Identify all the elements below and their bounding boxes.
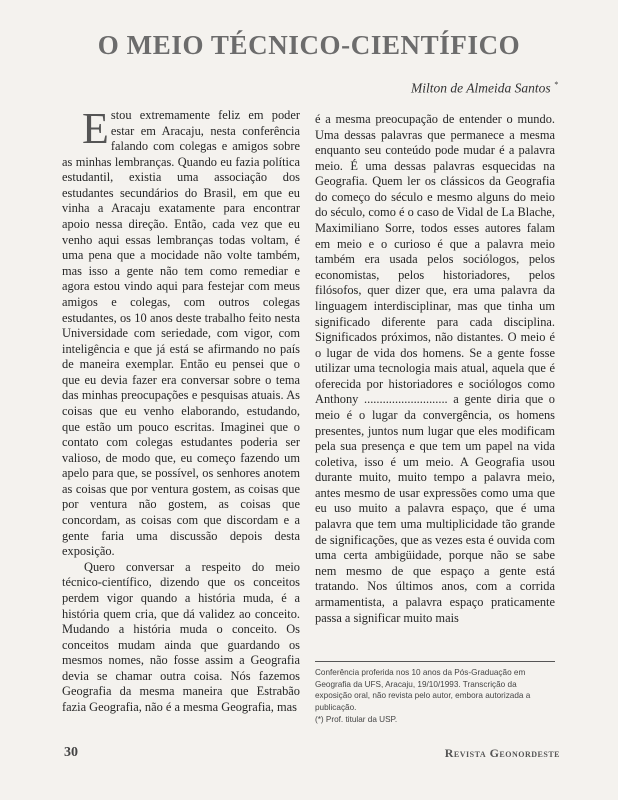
page-number: 30 [64,745,78,760]
opening-paragraph-text: stou extremamente feliz em poder estar em Aracaju, nesta conferência falando com colegas e amigos sobre as minhas lembranças. Quando eu fazia política estudantil, existia uma associação dos estudantes secundários do Brasil, em que eu vinha a Aracaju exatamente para encontrar apoio nessa direção. Então, cada vez que eu venho aqui essas lembranças todas voltam, é uma pena que a mocidade não volte também, mas isso a gente não tem como remediar e agora estou vindo aqui para festejar com meus amigos e colegas, com outros colegas estudantes, os 10 anos deste trabalho feito nesta Universidade com seriedade, com vigor, com inteligência e que já está se afirmando no país de maneira exemplar. Então eu pensei que o que eu devia fazer era conversar sobre o tema das minhas preocupações e pesquisas atuais. As coisas que eu venho elaborando, estudando, que estão um pouco escritas. Imaginei que o contato com colegas estudantes poderia ser valioso, de modo que, eu começo fazendo um apelo para que, se possível, os senhores anotem as coisas que por ventura gostem, as coisas que por ventura não gostem, as coisas que concordam, as coisas com que discordam e a gente faria uma discussão depois desta exposição. [62,108,300,559]
journal-name: Revista Geonordeste [444,746,560,760]
article-title: O MEIO TÉCNICO-CIENTÍFICO [97,30,521,60]
footnote-author-affiliation: (*) Prof. titular da USP. [315,714,398,724]
author-name-text: Milton de Almeida Santos [411,80,551,96]
footnote [315,667,555,726]
right-column [315,112,555,626]
left-column [62,104,300,716]
opening-paragraph [62,104,300,560]
drop-cap: E [82,104,109,153]
second-paragraph: Quero conversar a respeito do meio técnico-científico, dizendo que os conceitos perdem vigor quando a história muda, é a história quem cria, que dá validez ao conceito. Mudando a história muda o conceito. Os conceitos mudam ainda que guardando os mesmos nomes, não fosse assim a Geografia devia se chamar outra coisa. Nós fazemos Geografia da mesma maneira que Estrabão fazia Geografia, não é a mesma Geografia, mas [62,559,300,714]
right-column-paragraph: é a mesma preocupação de entender o mundo. Uma dessas palavras que permanece a mesma enquanto seu conteúdo pode mudar é a palavra meio. É uma dessas palavras esquecidas na Geografia. Quem ler os clássicos da Geografia do começo do século e mesmo alguns do meio do século, como é o caso de Vidal de La Blache, Maximiliano Sorre, todos esses autores falam em meio e o curioso é que a palavra meio também era usada pelos sociólogos, pelos economistas, pelos historiadores, pelos filósofos, quer dizer que, era uma palavra da linguagem interdisciplinar, mas que tinha um significado diferente para cada disciplina. Significados próximos, não distantes. O meio é o lugar de vida dos homens. Se a gente fosse utilizar uma tecnologia mais atual, aquela que é oferecida por historiadores e sociólogos como Anthony ........................... a gente diria que o meio é o lugar da convergência, os homens presentes, juntos num lugar que eles modificam pela sua presença e que tem um papel na vida coletiva, isso é um meio. A Geografia usou durante muito, muito tempo a palavra meio, antes mesmo de usar expressões como uma que eu uso muito a palavra espaço, que é uma palavra que tem uma multiplicidade tão grande de significações, que as vezes esta é ouvida com uma certa ambigüidade, porque não se sabe nem mesmo de que espaço a gente está tratando. Nos últimos anos, com a corrida armamentista, a palavra espaço praticamente passa a significar muito mais [315,112,555,625]
footnote-divider [315,661,555,662]
author-footnote-mark: * [554,80,558,89]
author-name [411,80,558,97]
footnote-conference: Conferência proferida nos 10 anos da Pós-Graduação em Geografia da UFS, Aracaju, 19/10/1993. Transcrição da exposição oral, não revista pelo autor, embora autorizada a publicação. [315,668,531,713]
